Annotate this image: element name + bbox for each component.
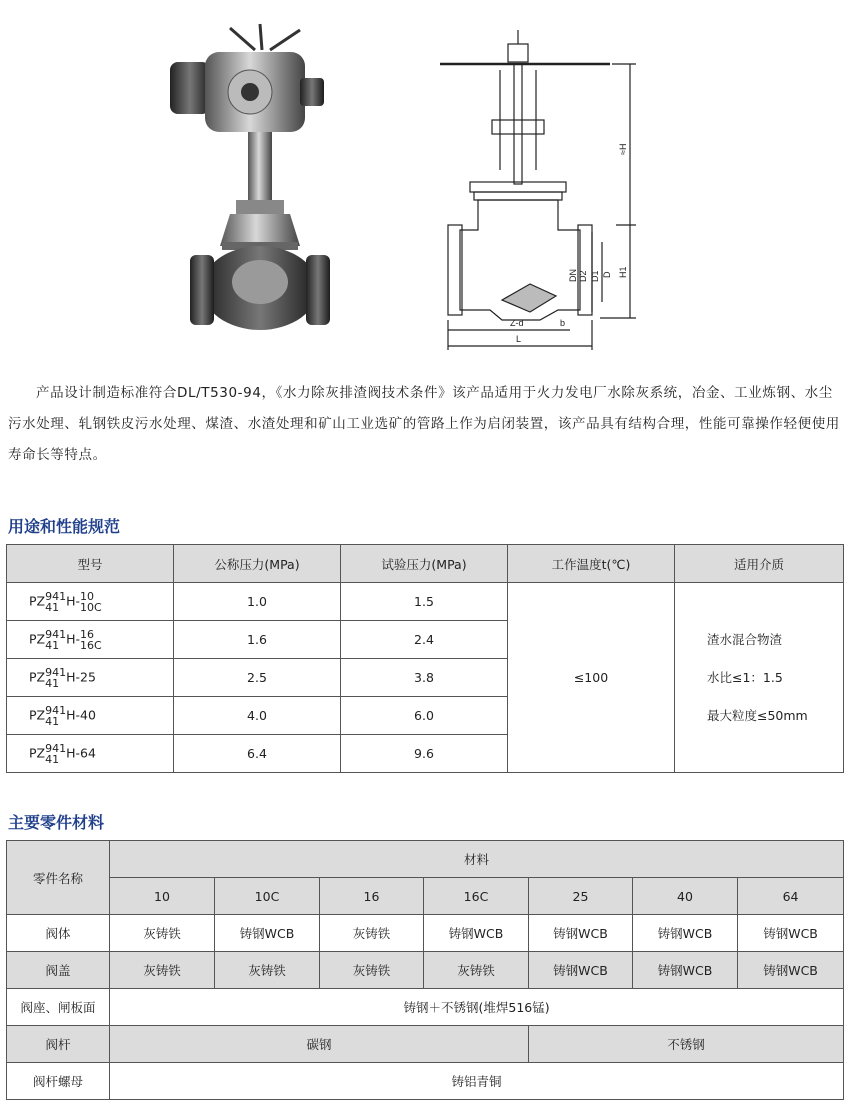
product-description: 产品设计制造标准符合DL/T530-94，《水力除灰排渣阀技术条件》该产品适用于火力发电厂水除灰系统，冶金、工业炼钢、水尘污水处理、轧钢铁皮污水处理、煤渣、水渣处理和矿山工业选矿的管路上作为启闭装置，该产品具有结构合理，性能可靠操作轻便使用寿命长等特点。 <box>8 385 840 463</box>
table-row <box>7 1026 844 1063</box>
table-row <box>7 583 844 621</box>
model-prefix: PZ <box>29 669 46 684</box>
dim-d: D <box>602 271 612 278</box>
grade-header: 10C <box>215 878 320 915</box>
spec-section-title: 用途和性能规范 <box>8 517 121 536</box>
materials-section-title: 主要零件材料 <box>8 813 105 832</box>
grade-header: 10 <box>110 878 215 915</box>
material-cell: 铸钢WCB <box>215 915 320 952</box>
nominal-pressure: 6.4 <box>174 735 341 773</box>
dim-h1: H1 <box>618 266 628 278</box>
nominal-pressure: 2.5 <box>174 659 341 697</box>
test-pressure: 2.4 <box>341 621 508 659</box>
materials-table <box>6 840 844 1100</box>
model-bottom: 41 <box>45 714 60 728</box>
model-suffix-top: 10 <box>80 589 95 603</box>
model-top: 941 <box>45 703 67 717</box>
material-cell: 铸钢WCB <box>738 952 844 989</box>
test-pressure: 1.5 <box>341 583 508 621</box>
test-pressure: 9.6 <box>341 735 508 773</box>
model-cell <box>7 659 174 697</box>
medium-line: 最大粒度≤50mm <box>707 707 808 723</box>
material-cell: 灰铸铁 <box>215 952 320 989</box>
header-test-pressure: 试验压力(MPa) <box>341 545 508 583</box>
material-cell: 铸钢WCB <box>633 952 738 989</box>
model-top: 941 <box>45 627 67 641</box>
model-cell <box>7 583 174 621</box>
model-bottom: 41 <box>45 676 60 690</box>
header-model: 型号 <box>7 545 174 583</box>
table-row <box>7 1063 844 1100</box>
model-bottom: 41 <box>45 600 60 614</box>
material-cell: 灰铸铁 <box>424 952 529 989</box>
model-mid: H- <box>66 631 81 646</box>
materials-header-row <box>7 841 844 878</box>
valve-drawing <box>430 20 650 360</box>
table-row <box>7 915 844 952</box>
part-name: 阀盖 <box>7 952 110 989</box>
table-row <box>7 952 844 989</box>
part-name-header: 零件名称 <box>7 841 110 915</box>
material-cell: 不锈钢 <box>529 1026 844 1063</box>
spec-table <box>6 544 844 773</box>
dim-d1: D1 <box>590 270 600 282</box>
material-header: 材料 <box>110 841 844 878</box>
medium-line: 水比≤1：1.5 <box>707 669 783 685</box>
material-cell: 碳钢 <box>110 1026 529 1063</box>
material-cell: 铸铝青铜 <box>110 1063 844 1100</box>
product-figures <box>0 0 850 370</box>
model-prefix: PZ <box>29 631 46 646</box>
header-nominal-pressure: 公称压力(MPa) <box>174 545 341 583</box>
material-cell: 铸钢WCB <box>529 952 633 989</box>
medium-cell <box>675 583 844 773</box>
model-suffix-bottom: 10C <box>80 600 102 614</box>
nominal-pressure: 1.6 <box>174 621 341 659</box>
model-top: 941 <box>45 589 67 603</box>
part-name: 阀座、闸板面 <box>7 989 110 1026</box>
test-pressure: 6.0 <box>341 697 508 735</box>
model-suffix-top: 16 <box>80 627 95 641</box>
model-prefix: PZ <box>29 593 46 608</box>
model-mid: H- <box>66 593 81 608</box>
model-prefix: PZ <box>29 707 46 722</box>
material-cell: 灰铸铁 <box>320 915 424 952</box>
part-name: 阀体 <box>7 915 110 952</box>
dim-zd: Z-d <box>510 318 524 328</box>
dim-b: b <box>560 318 566 328</box>
dim-h: ≈H <box>618 143 628 155</box>
valve-photo <box>150 20 340 340</box>
material-cell: 铸钢WCB <box>633 915 738 952</box>
model-top: 941 <box>45 741 67 755</box>
dim-l: L <box>516 334 522 344</box>
model-mid: H-40 <box>66 707 96 722</box>
header-medium: 适用介质 <box>675 545 844 583</box>
grade-header: 25 <box>529 878 633 915</box>
model-prefix: PZ <box>29 745 46 760</box>
grade-header: 16C <box>424 878 529 915</box>
model-suffix-bottom: 16C <box>80 638 102 652</box>
test-pressure: 3.8 <box>341 659 508 697</box>
grade-header: 64 <box>738 878 844 915</box>
header-temperature: 工作温度t(℃) <box>508 545 675 583</box>
model-top: 941 <box>45 665 67 679</box>
grade-header-row <box>7 878 844 915</box>
material-cell: 铸钢WCB <box>424 915 529 952</box>
model-mid: H-25 <box>66 669 96 684</box>
medium-line: 渣水混合物渣 <box>707 631 783 647</box>
model-bottom: 41 <box>45 638 60 652</box>
material-cell: 灰铸铁 <box>110 952 215 989</box>
temperature-cell: ≤100 <box>508 583 675 773</box>
table-row <box>7 989 844 1026</box>
material-cell: 灰铸铁 <box>110 915 215 952</box>
material-cell: 铸钢＋不锈钢(堆焊516锰) <box>110 989 844 1026</box>
spec-header-row <box>7 545 844 583</box>
material-cell: 铸钢WCB <box>529 915 633 952</box>
nominal-pressure: 4.0 <box>174 697 341 735</box>
nominal-pressure: 1.0 <box>174 583 341 621</box>
material-cell: 灰铸铁 <box>320 952 424 989</box>
model-bottom: 41 <box>45 752 60 766</box>
grade-header: 40 <box>633 878 738 915</box>
model-mid: H-64 <box>66 745 96 760</box>
model-cell <box>7 735 174 773</box>
dim-dn: DN <box>568 269 578 282</box>
part-name: 阀杆 <box>7 1026 110 1063</box>
model-cell <box>7 697 174 735</box>
dim-d2: D2 <box>578 270 588 282</box>
part-name: 阀杆螺母 <box>7 1063 110 1100</box>
model-cell <box>7 621 174 659</box>
material-cell: 铸钢WCB <box>738 915 844 952</box>
grade-header: 16 <box>320 878 424 915</box>
